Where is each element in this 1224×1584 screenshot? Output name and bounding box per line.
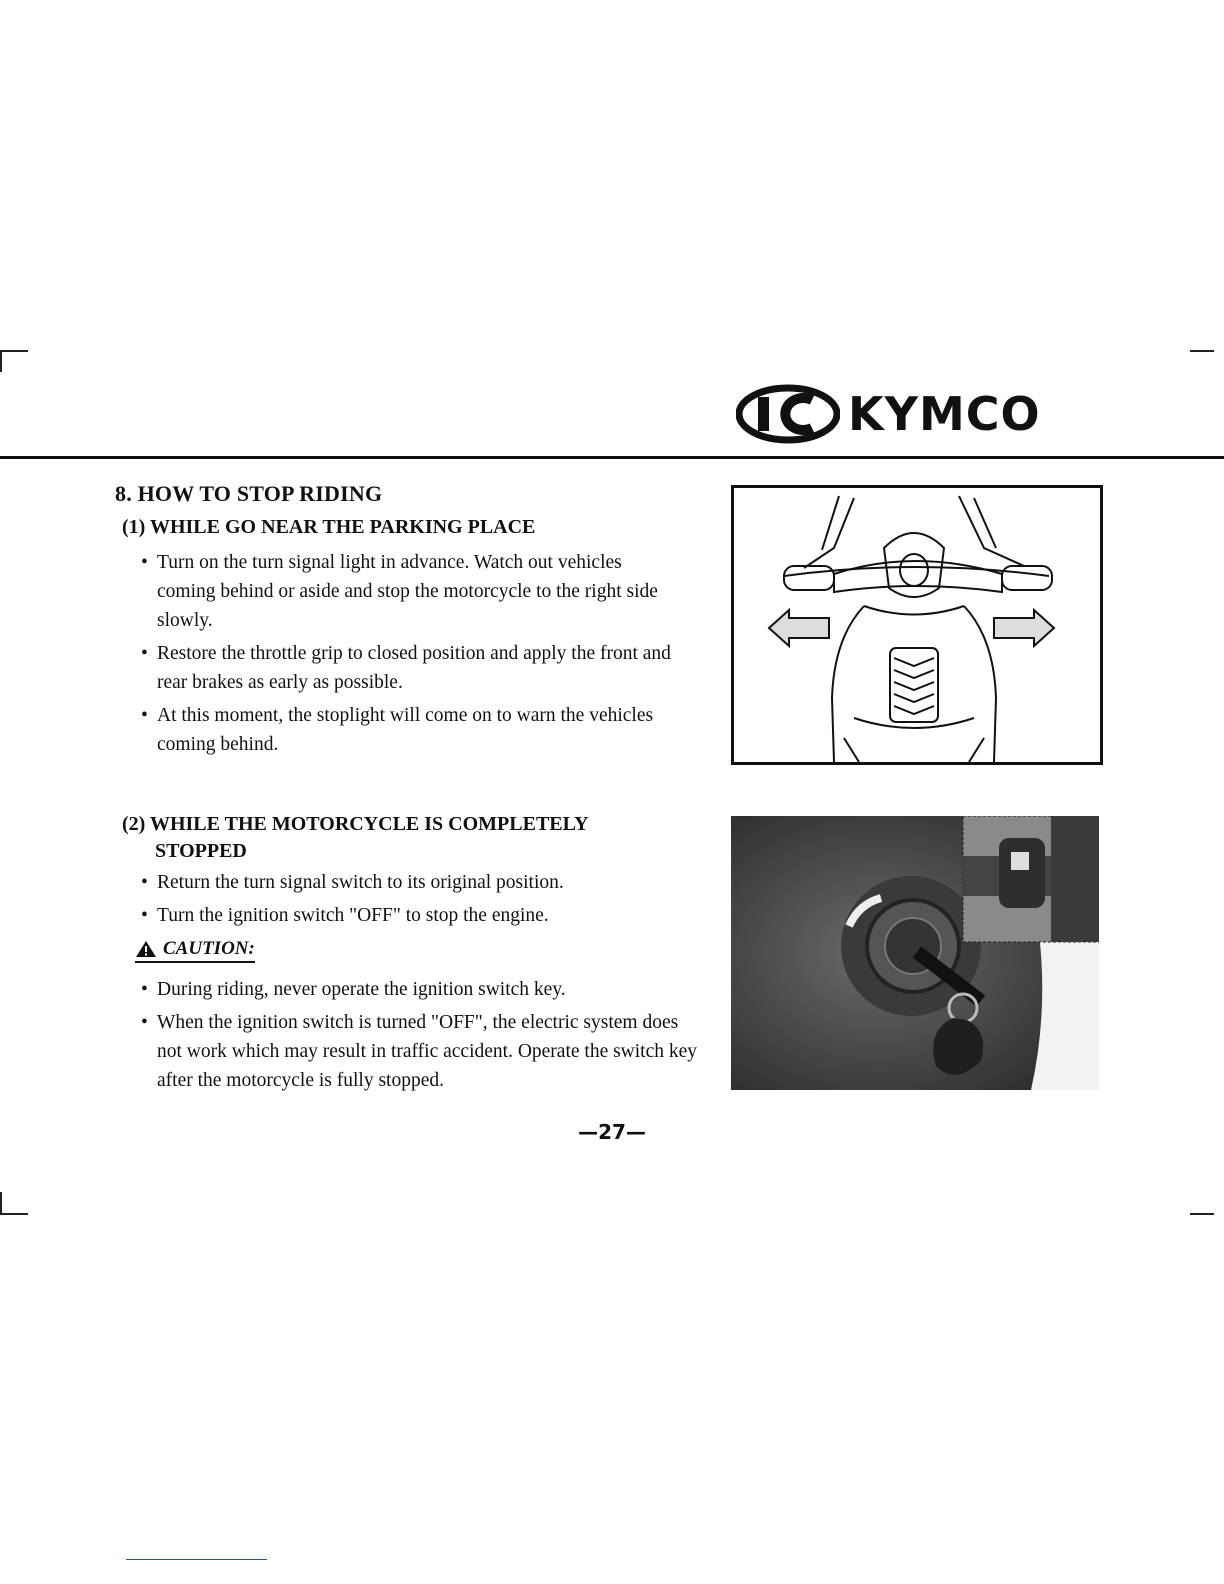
list-item: • When the ignition switch is turned "OFF", the electric system does not work which may result in traffic accident. Operate the switch key after the motorcycle is fully stopped. [141, 1008, 701, 1095]
crop-mark [1190, 350, 1214, 352]
part2-list [141, 868, 681, 934]
section-title: 8. HOW TO STOP RIDING [115, 481, 383, 506]
ignition-switch-photo [731, 816, 1099, 1090]
crop-mark [0, 1192, 2, 1215]
list-item: • During riding, never operate the ignition switch key. [141, 975, 701, 1004]
header-rule [0, 456, 1224, 459]
caution-label [135, 938, 255, 963]
footer-line [126, 1559, 267, 1560]
page-number: —27— [578, 1120, 646, 1144]
list-item: • At this moment, the stoplight will come on to warn the vehicles coming behind. [141, 701, 681, 759]
crop-mark [0, 350, 28, 352]
caution-list [141, 975, 701, 1099]
caution-text: CAUTION: [163, 938, 255, 959]
scooter-front-illustration [731, 485, 1103, 765]
list-item: • Return the turn signal switch to its original position. [141, 868, 681, 897]
list-item: • Turn the ignition switch "OFF" to stop the engine. [141, 901, 681, 930]
brand-name: KYMCO [848, 387, 1041, 441]
part1-heading: (1) WHILE GO NEAR THE PARKING PLACE [122, 516, 536, 538]
list-item: • Turn on the turn signal light in advance. Watch out vehicles coming behind or aside and stop the motorcycle to the right side slowly. [141, 548, 681, 635]
part1-list [141, 548, 681, 763]
part2-heading-cont: STOPPED [155, 840, 247, 862]
part2-heading: (2) WHILE THE MOTORCYCLE IS COMPLETELY [122, 813, 589, 835]
kymco-logo-icon [736, 384, 840, 444]
scooter-drawing [734, 488, 1100, 762]
crop-mark [0, 350, 2, 372]
crop-mark [1190, 1213, 1214, 1215]
list-item: • Restore the throttle grip to closed position and apply the front and rear brakes as early as possible. [141, 639, 681, 697]
kymco-logo [736, 384, 1096, 446]
warning-triangle-icon [135, 940, 157, 958]
ignition-photo-drawing [731, 816, 1099, 1090]
crop-mark [0, 1213, 28, 1215]
